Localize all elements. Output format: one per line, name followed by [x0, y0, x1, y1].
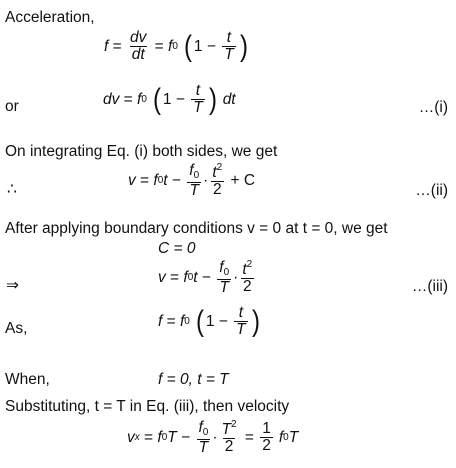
eq-symbol: T: [288, 428, 299, 446]
eq-symbol: f: [219, 259, 224, 276]
equation-vx: v x = f 0 T − $\frac{f_0}{T}$ · $\frac{T^2}{2}$ = $\frac{1}{2}$ f 0 T: [127, 419, 299, 456]
frac-num: dv: [129, 29, 147, 46]
eq-symbol: t: [212, 164, 217, 182]
eq-sub: 0: [161, 432, 168, 444]
equation-iii: v = f 0 t − $\frac{f_0}{T}$ · $\frac{t^2}{2}$: [158, 259, 253, 296]
eq-symbol: f: [183, 268, 188, 286]
frac-den: T: [224, 46, 234, 64]
tag-iii: …(iii): [411, 278, 448, 295]
eq-symbol: 1: [162, 90, 172, 108]
frac-den: 2: [242, 278, 252, 296]
eq-symbol: f: [278, 428, 284, 446]
frac-den: 2: [262, 437, 271, 455]
eq-symbol: T: [221, 421, 231, 439]
fraction-t-T: [234, 305, 247, 339]
frac-den: T: [189, 181, 199, 199]
eq-sub: 0: [187, 272, 194, 284]
eq-symbol: f: [168, 37, 173, 55]
eq-sup: 2: [246, 259, 253, 271]
frac-den: T: [219, 278, 229, 296]
frac-den: T: [236, 321, 246, 339]
eq-symbol: dt: [222, 90, 236, 108]
eq-sub: 0: [193, 170, 200, 181]
frac-num: t: [226, 29, 232, 46]
eq-symbol: f: [104, 37, 109, 55]
fraction-t-T: [191, 83, 204, 117]
frac-den: 2: [212, 181, 222, 199]
label-or: or: [5, 98, 19, 115]
equation-f: f = f 0 ( 1 − $\frac{t}{T}$ ): [158, 304, 260, 339]
tag-ii: …(ii): [415, 182, 448, 199]
fraction-f0-T: [196, 420, 210, 456]
condition-f-zero: f = 0, t = T: [158, 371, 229, 388]
eq-sub: x: [134, 432, 140, 444]
frac-num: t: [238, 304, 244, 321]
text-boundary-conditions: After applying boundary conditions v = 0 at t = 0, we get: [5, 220, 388, 237]
eq-symbol: f: [158, 312, 163, 330]
fraction-half: [260, 421, 273, 455]
frac-den: 2: [224, 438, 234, 456]
eq-symbol: 1: [205, 312, 215, 330]
eq-symbol: f: [198, 419, 203, 436]
eq-symbol: f: [157, 428, 162, 446]
eq-sub: 0: [223, 267, 230, 278]
fraction-T2-2: [219, 420, 238, 456]
label-as: As,: [5, 320, 28, 337]
frac-den: T: [193, 99, 203, 117]
frac-num: 1: [262, 420, 271, 438]
eq-symbol: f: [137, 90, 142, 108]
equation-c-zero: C = 0: [158, 240, 196, 257]
eq-symbol: f: [153, 171, 158, 189]
label-acceleration: Acceleration,: [5, 9, 95, 26]
eq-symbol: f: [189, 162, 194, 179]
equation-ii: v = f 0 t − $\frac{f_0}{T}$ · $\frac{t^2}{2}$ + C: [128, 162, 256, 199]
eq-sup: 2: [230, 419, 237, 431]
equation-acceleration: f = $\frac{dv}{dt}$ = f 0 ( 1 − $\frac{t}{T}$ ): [104, 29, 248, 64]
eq-symbol: dv: [103, 90, 120, 108]
fraction-t2-2: [240, 260, 254, 296]
fraction-f0-T: [217, 260, 231, 296]
fraction-t-T: [222, 30, 235, 64]
eq-symbol: v: [127, 428, 135, 446]
fraction-dv-dt: [128, 30, 148, 64]
eq-sup: 2: [216, 162, 223, 174]
eq-symbol: t: [193, 268, 198, 286]
fraction-t2-2: [210, 163, 224, 199]
text-substituting: Substituting, t = T in Eq. (iii), then velocity: [5, 398, 290, 415]
eq-symbol: 1: [193, 37, 203, 55]
eq-constant: + C: [230, 171, 256, 189]
frac-den: T: [198, 438, 209, 456]
eq-symbol: t: [242, 261, 247, 279]
equation-dv: dv = f 0 ( 1 − $\frac{t}{T}$ ) dt: [103, 82, 236, 117]
eq-symbol: v: [158, 268, 166, 286]
eq-symbol: T: [167, 428, 177, 446]
symbol-therefore: ∴: [7, 181, 17, 198]
eq-sub: 0: [141, 94, 147, 106]
eq-symbol: v: [128, 171, 136, 189]
label-when: When,: [5, 371, 50, 388]
eq-symbol: t: [163, 171, 168, 189]
frac-num: t: [195, 82, 201, 99]
eq-sub: 0: [184, 316, 190, 328]
eq-sub: 0: [283, 432, 289, 444]
tag-i: …(i): [418, 99, 448, 116]
symbol-implies: ⇒: [6, 277, 19, 294]
eq-symbol: f: [179, 312, 185, 330]
text-integrating: On integrating Eq. (i) both sides, we get: [5, 143, 278, 160]
eq-sub: 0: [157, 175, 164, 187]
eq-sub: 0: [172, 41, 178, 53]
frac-den: dt: [131, 46, 145, 64]
eq-sub: 0: [202, 427, 209, 438]
fraction-f0-T: [187, 163, 201, 199]
